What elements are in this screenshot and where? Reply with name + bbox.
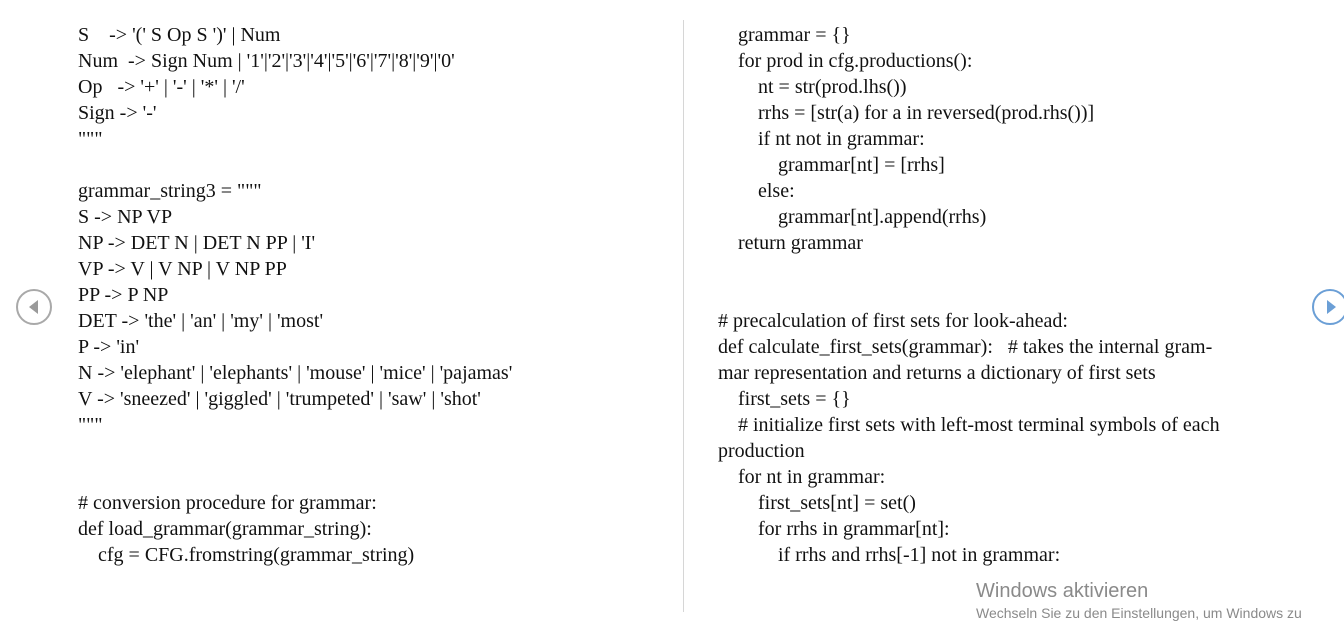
windows-activation-watermark (976, 578, 1302, 622)
code-line: production (718, 440, 805, 462)
code-line: if nt not in grammar: (718, 128, 925, 150)
code-line: S -> NP VP (78, 206, 173, 228)
code-line: DET -> 'the' | 'an' | 'my' | 'most' (78, 310, 324, 332)
code-line: rrhs = [str(a) for a in reversed(prod.rhs())] (718, 102, 1095, 124)
code-line: # conversion procedure for grammar: (78, 492, 377, 514)
code-line: S -> '(' S Op S ')' | Num (78, 24, 281, 46)
code-line: def load_grammar(grammar_string): (78, 518, 372, 540)
chevron-left-icon (18, 291, 50, 323)
code-line: PP -> P NP (78, 284, 169, 306)
code-line: cfg = CFG.fromstring(grammar_string) (78, 544, 415, 566)
code-line: grammar = {} (718, 24, 851, 46)
watermark-title: Windows aktivieren (976, 580, 1149, 602)
previous-page-button[interactable] (16, 289, 52, 325)
code-line: # initialize first sets with left-most terminal symbols of each (718, 414, 1220, 436)
code-line: Op -> '+' | '-' | '*' | '/' (78, 76, 245, 98)
code-line: """ (78, 414, 103, 436)
code-line: Sign -> '-' (78, 102, 157, 124)
code-line (78, 438, 668, 464)
code-line: """ (78, 128, 103, 150)
code-line: for prod in cfg.productions(): (718, 50, 973, 72)
code-line (718, 282, 1293, 308)
chevron-right-icon (1314, 291, 1344, 323)
code-line: mar representation and returns a dictionary of first sets (718, 362, 1156, 384)
code-line: first_sets = {} (718, 388, 851, 410)
code-line: else: (718, 180, 795, 202)
code-line: nt = str(prod.lhs()) (718, 76, 907, 98)
code-line: NP -> DET N | DET N PP | 'I' (78, 232, 316, 254)
code-line (718, 256, 1293, 282)
right-page (718, 22, 1293, 568)
code-line: grammar[nt].append(rrhs) (718, 206, 987, 228)
code-line (78, 152, 668, 178)
code-line: if rrhs and rrhs[-1] not in grammar: (718, 544, 1061, 566)
code-line: Num -> Sign Num | '1'|'2'|'3'|'4'|'5'|'6'|'7'|'8'|'9'|'0' (78, 50, 455, 72)
code-line: def calculate_first_sets(grammar): # takes the internal gram- (718, 336, 1213, 358)
code-line: V -> 'sneezed' | 'giggled' | 'trumpeted' | 'saw' | 'shot' (78, 388, 481, 410)
code-line: for rrhs in grammar[nt]: (718, 518, 950, 540)
code-line: # precalculation of first sets for look-ahead: (718, 310, 1068, 332)
watermark-subtitle: Wechseln Sie zu den Einstellungen, um Windows zu (976, 605, 1302, 621)
page-divider (683, 20, 684, 612)
code-line: grammar_string3 = """ (78, 180, 262, 202)
code-line: return grammar (718, 232, 863, 254)
code-line: VP -> V | V NP | V NP PP (78, 258, 287, 280)
code-line: for nt in grammar: (718, 466, 886, 488)
code-line: first_sets[nt] = set() (718, 492, 916, 514)
code-line: grammar[nt] = [rrhs] (718, 154, 945, 176)
left-page (78, 22, 668, 568)
code-line (78, 464, 668, 490)
code-line: P -> 'in' (78, 336, 140, 358)
code-line: N -> 'elephant' | 'elephants' | 'mouse' | 'mice' | 'pajamas' (78, 362, 513, 384)
next-page-button[interactable] (1312, 289, 1344, 325)
